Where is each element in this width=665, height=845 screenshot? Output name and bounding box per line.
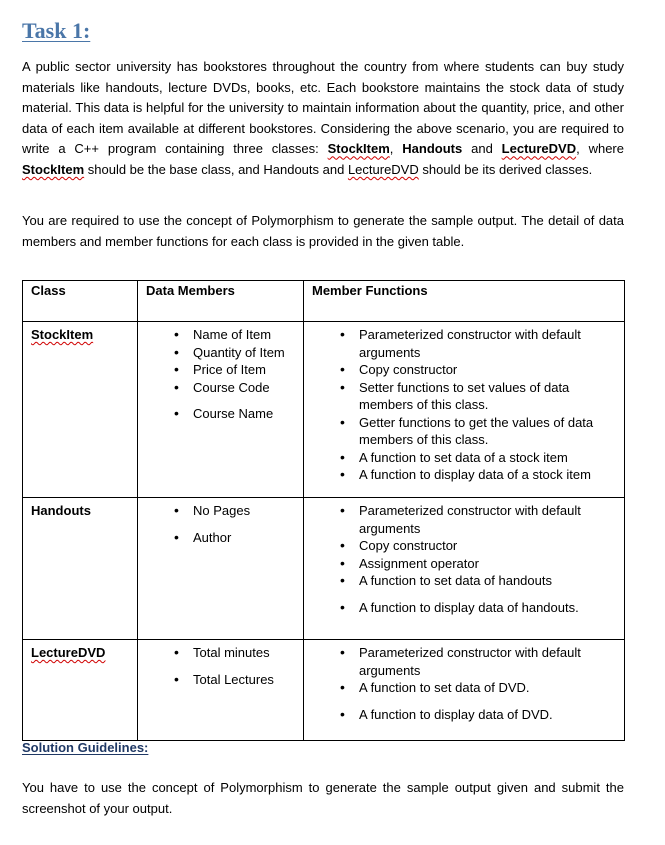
table-row (23, 322, 625, 498)
member-functions-cell (304, 498, 625, 640)
intro-text-4: should be its derived classes. (418, 161, 593, 177)
list-item: • Parameterized constructor with default arguments (359, 644, 610, 679)
list-item: • A function to set data of DVD. (359, 679, 610, 697)
class-name-handouts: Handouts (402, 141, 463, 157)
list-item: • A function to set data of a stock item (359, 449, 610, 467)
intro-text-3: should be the base class, and Handouts and (84, 161, 348, 177)
list-item: • Getter functions to get the values of data members of this class. (359, 414, 610, 449)
requirement-paragraph: You are required to use the concept of Polymorphism to generate the sample output. The detail of data members and member functions for each class is provided in the given table. (22, 213, 624, 249)
guidelines-paragraph: You have to use the concept of Polymorphism to generate the sample output given and submit the screenshot of your output. (22, 780, 624, 816)
list-item: • A function to set data of handouts (359, 572, 610, 590)
data-members-list (138, 326, 303, 423)
member-functions-list (304, 326, 624, 484)
data-members-list (138, 502, 303, 546)
table-header-row (23, 281, 625, 322)
class-name: StockItem (31, 327, 94, 342)
table-row (23, 640, 625, 741)
intro-paragraph (22, 57, 624, 181)
class-table (22, 280, 625, 741)
list-item: • Price of Item (193, 361, 303, 379)
list-item: • Copy constructor (359, 361, 610, 379)
member-functions-list (304, 502, 624, 616)
base-class-name: StockItem (22, 161, 85, 177)
data-members-cell (138, 498, 304, 640)
class-cell (23, 322, 138, 498)
list-item: • Quantity of Item (193, 344, 303, 362)
list-item: • Course Name (193, 405, 303, 423)
task-title: Task 1: (22, 18, 91, 43)
member-functions-list (304, 644, 624, 723)
list-item: • Parameterized constructor with default arguments (359, 502, 610, 537)
list-item: • Parameterized constructor with default arguments (359, 326, 610, 361)
list-item: • A function to display data of DVD. (359, 706, 610, 724)
class-name: LectureDVD (31, 645, 106, 660)
data-members-list (138, 644, 303, 688)
intro-text-2: , where (576, 141, 624, 157)
intro-separator-1: , (389, 141, 403, 157)
list-item: • Copy constructor (359, 537, 610, 555)
intro-separator-2: and (462, 141, 502, 157)
list-item: • Setter functions to set values of data members of this class. (359, 379, 610, 414)
header-member-functions: Member Functions (304, 281, 625, 322)
class-name-stockitem: StockItem (327, 141, 390, 157)
list-item: • A function to display data of handouts. (359, 599, 610, 617)
class-cell (23, 498, 138, 640)
member-functions-cell (304, 640, 625, 741)
list-item: • A function to display data of a stock item (359, 466, 610, 484)
header-class: Class (23, 281, 138, 322)
member-functions-cell (304, 322, 625, 498)
list-item: • Course Code (193, 379, 303, 397)
class-name: Handouts (31, 503, 91, 518)
header-data-members: Data Members (138, 281, 304, 322)
table-row (23, 498, 625, 640)
list-item: • Author (193, 529, 303, 547)
data-members-cell (138, 640, 304, 741)
list-item: • Total Lectures (193, 671, 303, 689)
list-item: • No Pages (193, 502, 303, 520)
derived-class-name: LectureDVD (347, 161, 419, 177)
class-name-lecturedvd: LectureDVD (501, 141, 577, 157)
list-item: • Name of Item (193, 326, 303, 344)
class-cell (23, 640, 138, 741)
list-item: • Assignment operator (359, 555, 610, 573)
data-members-cell (138, 322, 304, 498)
list-item: • Total minutes (193, 644, 303, 662)
guidelines-heading: Solution Guidelines: (22, 740, 149, 755)
intro-text-1: A public sector university has bookstores throughout the country from where students can buy study materials like handouts, lecture DVDs, books, etc. Each bookstore maintains the stock data of study material. This data is helpful for the university to maintain information about the quantity, price, and other data of each item available at different bookstores. Considering the above scenario, you are required to write a C++ program containing three classes: (22, 59, 624, 157)
